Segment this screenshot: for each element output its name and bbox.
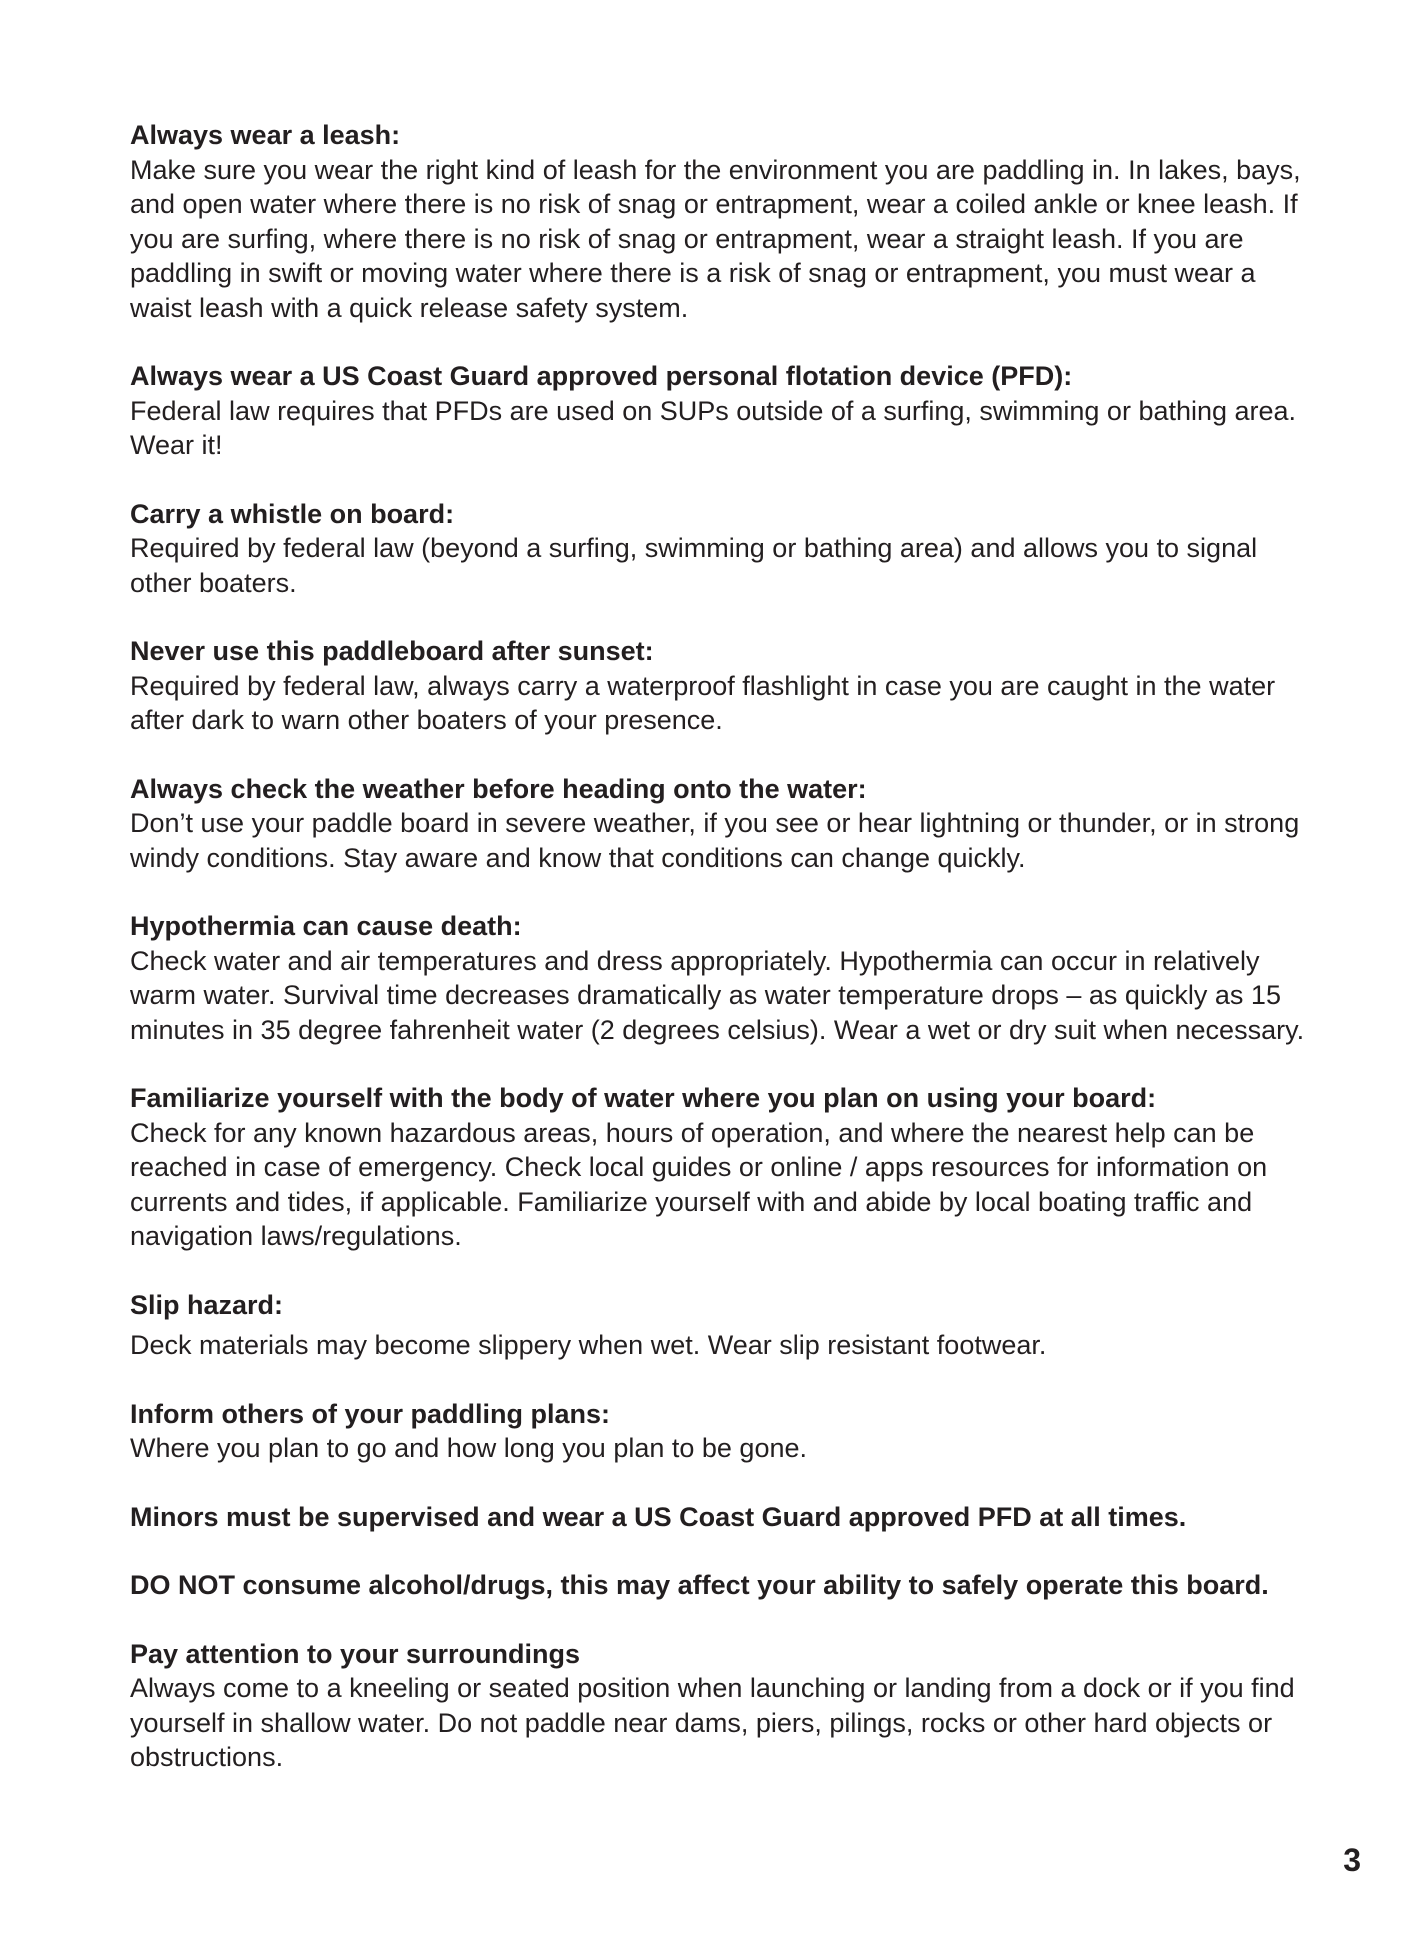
section-heading: Inform others of your paddling plans: — [130, 1398, 611, 1429]
section-heading: Always wear a leash: — [130, 120, 401, 150]
section-body: Required by federal law (beyond a surfing, swimming or bathing area) and allows you to signal other boaters. — [130, 533, 1258, 598]
section-surroundings — [130, 1637, 1320, 1775]
section-heading: Carry a whistle on board: — [130, 498, 455, 529]
page-number: 3 — [1343, 1842, 1361, 1878]
section-hypothermia — [130, 909, 1320, 1047]
section-body: Don’t use your paddle board in severe weather, if you see or hear lightning or thunder, or in strong windy conditions. Stay aware and know that conditions can change quickly. — [130, 808, 1300, 873]
section-heading: Never use this paddleboard after sunset: — [130, 636, 654, 666]
section-weather — [130, 772, 1320, 876]
section-heading: Minors must be supervised and wear a US Coast Guard approved PFD at all times. — [130, 1501, 1187, 1532]
section-body: Federal law requires that PFDs are used on SUPs outside of a surfing, swimming or bathing area. Wear it! — [130, 395, 1297, 460]
section-body: Always come to a kneeling or seated position when launching or landing from a dock or if you find yourself in shallow water. Do not paddle near dams, piers, pilings, rocks or other hard objects or obstructions. — [130, 1673, 1295, 1772]
section-body: Where you plan to go and how long you plan to be gone. — [130, 1433, 807, 1463]
section-body-of-water — [130, 1081, 1320, 1254]
section-heading: Slip hazard: — [130, 1289, 284, 1320]
section-body: Required by federal law, always carry a waterproof flashlight in case you are caught in the water after dark to warn other boaters of your presence. — [130, 670, 1276, 735]
section-heading: DO NOT consume alcohol/drugs, this may affect your ability to safely operate this board. — [130, 1570, 1269, 1600]
section-whistle — [130, 497, 1320, 601]
section-alcohol — [130, 1568, 1320, 1603]
section-leash — [130, 118, 1320, 325]
section-inform-others — [130, 1397, 1320, 1466]
section-heading: Hypothermia can cause death: — [130, 911, 522, 941]
section-minors — [130, 1500, 1320, 1535]
section-heading: Familiarize yourself with the body of water where you plan on using your board: — [130, 1083, 1157, 1113]
section-body: Make sure you wear the right kind of leash for the environment you are paddling in. In lakes, bays, and open water where there is no risk of snag or entrapment, wear a coiled ankle or knee leash. If you are surfing, where there is no risk of snag or entrapment, wear a straight leash. If you are paddling in swift or moving water where there is a risk of snag or entrapment, you must wear a waist leash with a quick release safety system. — [130, 154, 1301, 323]
section-heading: Pay attention to your surroundings — [130, 1638, 581, 1669]
safety-guidelines — [130, 118, 1320, 1809]
section-pfd — [130, 359, 1320, 463]
section-body: Check for any known hazardous areas, hours of operation, and where the nearest help can be reached in case of emergency. Check local guides or online / apps resources for information on currents and tides, if applicable. Familiarize yourself with and abide by local boating traffic and navigation laws/regulations. — [130, 1117, 1268, 1251]
section-body: Check water and air temperatures and dress appropriately. Hypothermia can occur in relatively warm water. Survival time decreases dramatically as water temperature drops – as quickly as 15 minutes in 35 degree fahrenheit water (2 degrees celsius). Wear a wet or dry suit when necessary. — [130, 945, 1305, 1045]
section-heading: Always check the weather before heading onto the water: — [130, 773, 867, 804]
section-sunset — [130, 634, 1320, 738]
section-slip-hazard — [130, 1288, 1320, 1363]
section-heading: Always wear a US Coast Guard approved personal flotation device (PFD): — [130, 361, 1073, 391]
section-body: Deck materials may become slippery when wet. Wear slip resistant footwear. — [130, 1330, 1047, 1360]
